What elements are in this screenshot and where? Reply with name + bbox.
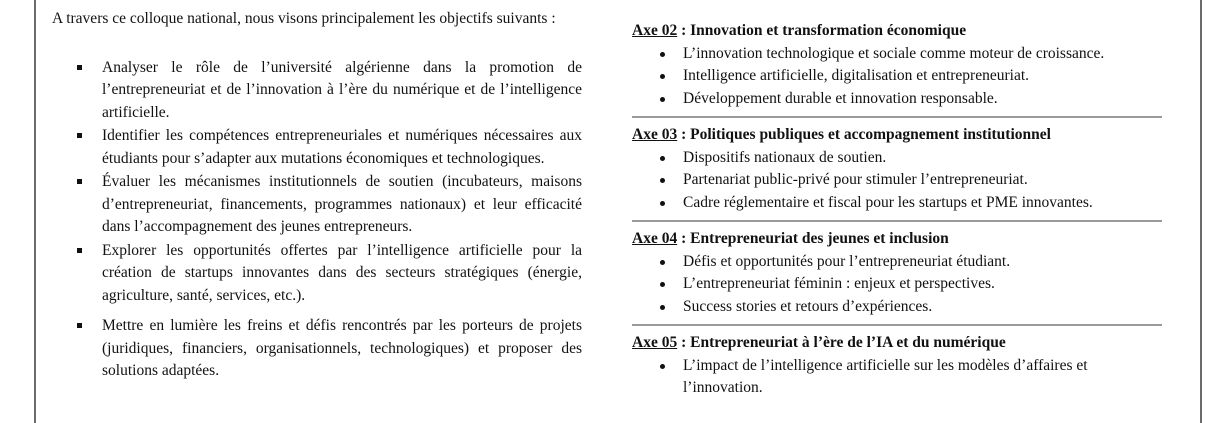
axe-item-text: L’entrepreneuriat féminin : enjeux et perspectives. [683,275,995,292]
axe-item-text: Partenariat public-privé pour stimuler l’entrepreneuriat. [683,171,1028,188]
axe-item [632,43,1162,66]
objective-text: Explorer les opportunités offertes par l’intelligence artificielle pour la création de startups innovantes dans des secteurs stratégiques (énergie, agriculture, santé, services, etc.). [102,241,582,304]
dot-bullet-icon [660,156,665,161]
axes-column [632,20,1162,400]
axe-04-section [632,228,1162,318]
left-border-line [34,0,36,423]
objective-item [52,171,582,239]
axe-05-number: Axe 05 [632,334,678,351]
axe-item [632,65,1162,88]
right-border-line [1200,0,1202,423]
dot-bullet-icon [660,282,665,287]
objectives-list [52,57,582,383]
objective-item [52,315,582,383]
objective-item [52,57,582,125]
square-bullet-icon [77,65,82,70]
section-divider [632,116,1162,118]
square-bullet-icon [77,248,82,253]
axe-item [632,296,1162,319]
dot-bullet-icon [660,201,665,206]
square-bullet-icon [77,133,82,138]
axe-03-list [632,147,1162,215]
axe-04-title: : Entrepreneuriat des jeunes et inclusion [677,230,949,247]
axe-item [632,355,1162,400]
axe-03-section [632,124,1162,214]
axe-03-title: : Politiques publiques et accompagnement institutionnel [677,126,1051,143]
axe-04-heading [632,228,1162,251]
axe-item-text: L’innovation technologique et sociale comme moteur de croissance. [683,44,1105,62]
square-bullet-icon [77,323,82,328]
dot-bullet-icon [660,52,665,57]
axe-item-text: Success stories et retours d’expériences. [683,297,933,315]
axe-05-section [632,332,1162,400]
axe-item-text: Dispositifs nationaux de soutien. [683,148,887,166]
axe-02-section [632,20,1162,110]
axe-item [632,147,1162,170]
dot-bullet-icon [660,97,665,102]
square-bullet-icon [77,179,82,184]
axe-02-heading [632,20,1162,43]
axe-05-list [632,355,1162,400]
objective-item [52,125,582,170]
axe-05-title: : Entrepreneuriat à l’ère de l’IA et du numérique [677,334,1006,351]
axe-03-number: Axe 03 [632,126,678,143]
dot-bullet-icon [660,364,665,369]
axe-item [632,192,1162,215]
axe-03-heading [632,124,1162,147]
objective-text: Identifier les compétences entrepreneuriales et numériques nécessaires aux étudiants pour s’adapter aux mutations économiques et technologiques. [102,127,582,167]
dot-bullet-icon [660,305,665,310]
objectives-intro: A travers ce colloque national, nous visons principalement les objectifs suivants : [52,10,556,27]
axe-02-title: : Innovation et transformation économique [677,22,967,39]
section-divider [632,324,1162,326]
axe-02-list [632,43,1162,111]
axe-item-text: L’impact de l’intelligence artificielle sur les modèles d’affaires et l’innovation. [683,356,1088,396]
dot-bullet-icon [660,260,665,265]
objective-text: Mettre en lumière les freins et défis rencontrés par les porteurs de projets (juridiques, financiers, organisationnels, technologiques) et proposer des solutions adaptées. [102,317,582,379]
axe-item [632,88,1162,111]
axe-item-text: Intelligence artificielle, digitalisation et entrepreneuriat. [683,67,1030,84]
axe-item [632,169,1162,192]
objective-text: Analyser le rôle de l’université algérienne dans la promotion de l’entrepreneuriat et de l’innovation à l’ère du numérique et de l’intelligence artificielle. [102,58,582,121]
axe-item-text: Développement durable et innovation responsable. [683,89,998,107]
axe-04-list [632,251,1162,319]
objectives-column [52,8,582,384]
section-divider [632,220,1162,222]
axe-item-text: Cadre réglementaire et fiscal pour les startups et PME innovantes. [683,193,1093,211]
dot-bullet-icon [660,178,665,183]
axe-item [632,273,1162,296]
axe-02-number: Axe 02 [632,22,678,39]
objective-text: Évaluer les mécanismes institutionnels de soutien (incubateurs, maisons d’entrepreneuriat, financements, programmes nationaux) et leur efficacité dans l’accompagnement des jeunes entrepreneurs. [102,173,582,235]
axe-item-text: Défis et opportunités pour l’entrepreneuriat étudiant. [683,252,1011,270]
axe-item [632,251,1162,274]
dot-bullet-icon [660,74,665,79]
objective-item [52,240,582,308]
axe-04-number: Axe 04 [632,230,678,247]
axe-05-heading [632,332,1162,355]
